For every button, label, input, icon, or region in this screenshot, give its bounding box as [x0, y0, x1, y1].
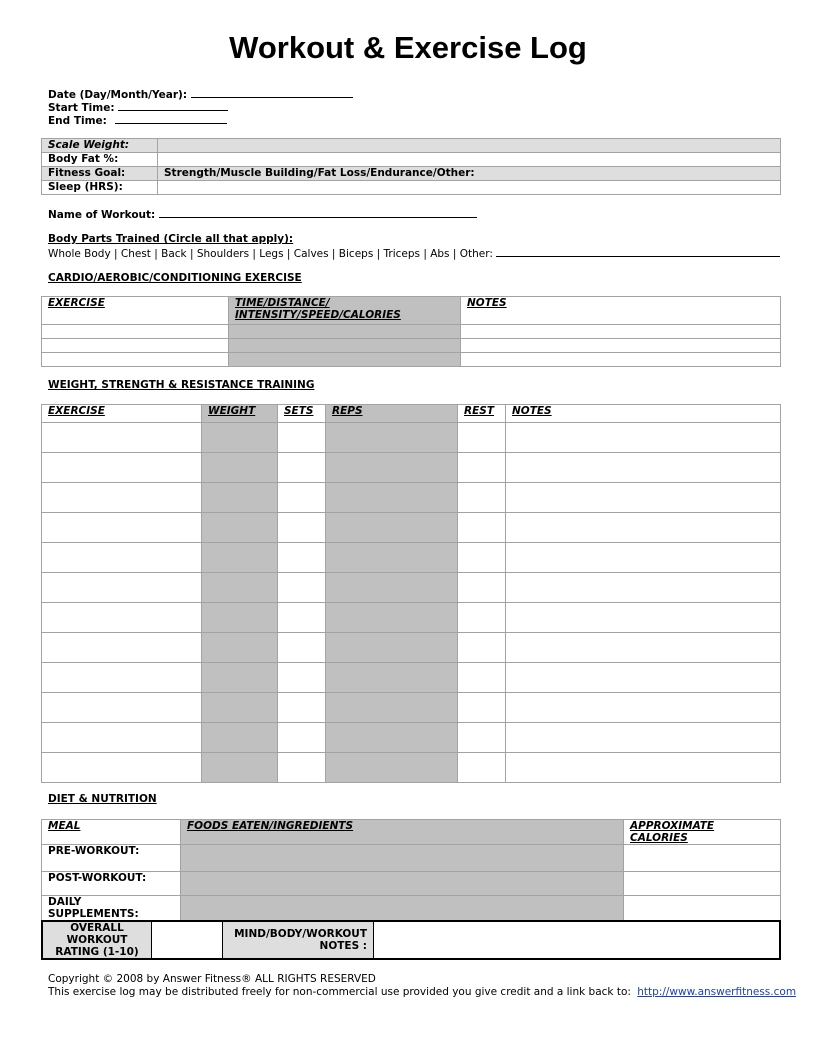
strength-rest-cell[interactable]: [458, 633, 506, 663]
strength-weight-cell[interactable]: [202, 573, 278, 603]
scale-weight-label: Scale Weight:: [42, 139, 158, 153]
strength-exercise-cell[interactable]: [42, 423, 202, 453]
strength-notes-cell[interactable]: [506, 543, 781, 573]
cardio-col-time-line2: INTENSITY/SPEED/CALORIES: [235, 309, 401, 321]
cardio-exercise-cell[interactable]: [42, 353, 229, 367]
table-row: [42, 693, 781, 723]
strength-sets-cell[interactable]: [278, 513, 326, 543]
distribution-note: [48, 986, 796, 998]
strength-notes-cell[interactable]: [506, 483, 781, 513]
strength-notes-cell[interactable]: [506, 423, 781, 453]
strength-weight-cell[interactable]: [202, 663, 278, 693]
fitness-goal-label: Fitness Goal:: [42, 167, 158, 181]
rating-table: [41, 920, 781, 960]
diet-foods-cell[interactable]: [181, 845, 624, 872]
strength-weight-cell[interactable]: [202, 603, 278, 633]
body-parts-other-line: [496, 246, 780, 257]
strength-col-rest: REST: [458, 405, 506, 423]
strength-exercise-cell[interactable]: [42, 693, 202, 723]
body-fat-value[interactable]: [158, 153, 781, 167]
table-row: [42, 543, 781, 573]
strength-reps-cell[interactable]: [326, 663, 458, 693]
cardio-col-time-line1: TIME/DISTANCE/: [235, 297, 330, 309]
table-row: [42, 603, 781, 633]
strength-reps-cell[interactable]: [326, 693, 458, 723]
fitness-goal-value[interactable]: Strength/Muscle Building/Fat Loss/Endurance/Other:: [158, 167, 781, 181]
sleep-label: Sleep (HRS):: [42, 181, 158, 195]
strength-rest-cell[interactable]: [458, 693, 506, 723]
diet-col-meal: MEAL: [42, 820, 181, 845]
strength-sets-cell[interactable]: [278, 573, 326, 603]
strength-reps-cell[interactable]: [326, 603, 458, 633]
strength-exercise-cell[interactable]: [42, 483, 202, 513]
body-parts-title: Body Parts Trained (Circle all that apply):: [48, 233, 294, 245]
cardio-notes-cell[interactable]: [461, 353, 781, 367]
diet-calories-cell[interactable]: [624, 845, 781, 872]
stats-table: [41, 138, 781, 195]
date-field[interactable]: [48, 87, 353, 101]
cardio-exercise-cell[interactable]: [42, 325, 229, 339]
table-row: [42, 353, 781, 367]
strength-notes-cell[interactable]: [506, 753, 781, 783]
body-fat-label: Body Fat %:: [42, 153, 158, 167]
cardio-time-cell[interactable]: [229, 339, 461, 353]
diet-meal-post: POST-WORKOUT:: [42, 872, 181, 896]
strength-notes-cell[interactable]: [506, 693, 781, 723]
strength-notes-cell[interactable]: [506, 603, 781, 633]
diet-col-calories: APPROXIMATE CALORIES: [624, 820, 781, 845]
start-time-line: [118, 100, 228, 111]
strength-reps-cell[interactable]: [326, 423, 458, 453]
strength-sets-cell[interactable]: [278, 693, 326, 723]
strength-weight-cell[interactable]: [202, 693, 278, 723]
strength-reps-cell[interactable]: [326, 573, 458, 603]
cardio-notes-cell[interactable]: [461, 325, 781, 339]
diet-table: [41, 819, 781, 921]
strength-weight-cell[interactable]: [202, 543, 278, 573]
cardio-col-exercise: EXERCISE: [42, 297, 229, 325]
notes-value[interactable]: [374, 921, 781, 959]
table-row: [42, 633, 781, 663]
copyright: Copyright © 2008 by Answer Fitness® ALL RIGHTS RESERVED: [48, 973, 376, 985]
strength-sets-cell[interactable]: [278, 633, 326, 663]
strength-rest-cell[interactable]: [458, 423, 506, 453]
page-title: Workout & Exercise Log: [229, 30, 587, 65]
strength-exercise-cell[interactable]: [42, 603, 202, 633]
cardio-header-row: [42, 297, 781, 325]
strength-weight-cell[interactable]: [202, 483, 278, 513]
strength-reps-cell[interactable]: [326, 453, 458, 483]
strength-sets-cell[interactable]: [278, 663, 326, 693]
strength-exercise-cell[interactable]: [42, 543, 202, 573]
diet-foods-cell[interactable]: [181, 872, 624, 896]
diet-calories-cell[interactable]: [624, 896, 781, 921]
start-time-label: Start Time:: [48, 102, 115, 114]
table-row: [42, 513, 781, 543]
strength-exercise-cell[interactable]: [42, 723, 202, 753]
strength-notes-cell[interactable]: [506, 573, 781, 603]
strength-table: [41, 404, 781, 783]
table-row: [42, 483, 781, 513]
strength-rest-cell[interactable]: [458, 603, 506, 633]
strength-exercise-cell[interactable]: [42, 633, 202, 663]
table-row: [42, 423, 781, 453]
strength-rest-cell[interactable]: [458, 453, 506, 483]
cardio-time-cell[interactable]: [229, 353, 461, 367]
strength-col-exercise: EXERCISE: [42, 405, 202, 423]
strength-sets-cell[interactable]: [278, 603, 326, 633]
strength-weight-cell[interactable]: [202, 753, 278, 783]
strength-sets-cell[interactable]: [278, 543, 326, 573]
cardio-title: CARDIO/AEROBIC/CONDITIONING EXERCISE: [48, 272, 302, 284]
table-row: [42, 325, 781, 339]
strength-exercise-cell[interactable]: [42, 453, 202, 483]
strength-weight-cell[interactable]: [202, 423, 278, 453]
rating-row: [42, 921, 780, 959]
workout-name-label: Name of Workout:: [48, 209, 156, 221]
diet-title: DIET & NUTRITION: [48, 793, 157, 805]
strength-sets-cell[interactable]: [278, 723, 326, 753]
cardio-col-time: [229, 297, 461, 325]
date-line: [191, 87, 353, 98]
strength-notes-cell[interactable]: [506, 663, 781, 693]
table-row: [42, 872, 781, 896]
end-time-label: End Time:: [48, 115, 107, 127]
strength-notes-cell[interactable]: [506, 513, 781, 543]
cardio-col-notes: NOTES: [461, 297, 781, 325]
diet-meal-pre: PRE-WORKOUT:: [42, 845, 181, 872]
strength-rest-cell[interactable]: [458, 723, 506, 753]
table-row: [42, 339, 781, 353]
stats-row: [42, 181, 781, 195]
strength-rest-cell[interactable]: [458, 753, 506, 783]
strength-col-sets: SETS: [278, 405, 326, 423]
diet-meal-supplements: DAILY SUPPLEMENTS:: [42, 896, 181, 921]
strength-exercise-cell[interactable]: [42, 663, 202, 693]
strength-title: WEIGHT, STRENGTH & RESISTANCE TRAINING: [48, 379, 315, 391]
answerfitness-link[interactable]: http://www.answerfitness.com: [637, 986, 797, 998]
scale-weight-value[interactable]: [158, 139, 781, 153]
workout-name-line: [159, 207, 477, 218]
strength-notes-cell[interactable]: [506, 723, 781, 753]
strength-notes-cell[interactable]: [506, 453, 781, 483]
cardio-notes-cell[interactable]: [461, 339, 781, 353]
strength-exercise-cell[interactable]: [42, 513, 202, 543]
table-row: [42, 573, 781, 603]
body-parts-options[interactable]: [48, 246, 780, 260]
strength-weight-cell[interactable]: [202, 633, 278, 663]
cardio-exercise-cell[interactable]: [42, 339, 229, 353]
stats-row: [42, 153, 781, 167]
diet-foods-cell[interactable]: [181, 896, 624, 921]
strength-reps-cell[interactable]: [326, 723, 458, 753]
table-row: [42, 753, 781, 783]
rating-label: OVERALL WORKOUT RATING (1-10): [42, 921, 152, 959]
end-time-line: [115, 113, 227, 124]
diet-col-foods: FOODS EATEN/INGREDIENTS: [181, 820, 624, 845]
table-row: [42, 453, 781, 483]
strength-weight-cell[interactable]: [202, 723, 278, 753]
notes-label: MIND/BODY/WORKOUT NOTES :: [223, 921, 374, 959]
strength-notes-cell[interactable]: [506, 633, 781, 663]
end-time-field[interactable]: [48, 113, 227, 127]
strength-rest-cell[interactable]: [458, 513, 506, 543]
table-row: [42, 845, 781, 872]
strength-sets-cell[interactable]: [278, 753, 326, 783]
strength-col-weight: WEIGHT: [202, 405, 278, 423]
sleep-value[interactable]: [158, 181, 781, 195]
diet-header-row: [42, 820, 781, 845]
strength-rest-cell[interactable]: [458, 573, 506, 603]
strength-weight-cell[interactable]: [202, 453, 278, 483]
strength-reps-cell[interactable]: [326, 513, 458, 543]
distribution-text: This exercise log may be distributed freely for non-commercial use provided you give credit and a link back to:: [48, 986, 631, 998]
strength-sets-cell[interactable]: [278, 423, 326, 453]
workout-name-field[interactable]: [48, 207, 477, 221]
rating-value[interactable]: [152, 921, 223, 959]
strength-exercise-cell[interactable]: [42, 573, 202, 603]
table-row: [42, 896, 781, 921]
strength-header-row: [42, 405, 781, 423]
table-row: [42, 723, 781, 753]
stats-row: [42, 167, 781, 181]
strength-col-reps: REPS: [326, 405, 458, 423]
body-parts-list: Whole Body | Chest | Back | Shoulders | Legs | Calves | Biceps | Triceps | Abs | Other:: [48, 248, 493, 260]
strength-rest-cell[interactable]: [458, 543, 506, 573]
date-label: Date (Day/Month/Year):: [48, 89, 188, 101]
strength-sets-cell[interactable]: [278, 453, 326, 483]
strength-rest-cell[interactable]: [458, 663, 506, 693]
table-row: [42, 663, 781, 693]
strength-reps-cell[interactable]: [326, 483, 458, 513]
cardio-table: [41, 296, 781, 367]
strength-col-notes: NOTES: [506, 405, 781, 423]
strength-weight-cell[interactable]: [202, 513, 278, 543]
diet-calories-cell[interactable]: [624, 872, 781, 896]
strength-reps-cell[interactable]: [326, 543, 458, 573]
strength-reps-cell[interactable]: [326, 633, 458, 663]
stats-row: [42, 139, 781, 153]
strength-exercise-cell[interactable]: [42, 753, 202, 783]
strength-reps-cell[interactable]: [326, 753, 458, 783]
strength-rest-cell[interactable]: [458, 483, 506, 513]
start-time-field[interactable]: [48, 100, 228, 114]
strength-sets-cell[interactable]: [278, 483, 326, 513]
cardio-time-cell[interactable]: [229, 325, 461, 339]
